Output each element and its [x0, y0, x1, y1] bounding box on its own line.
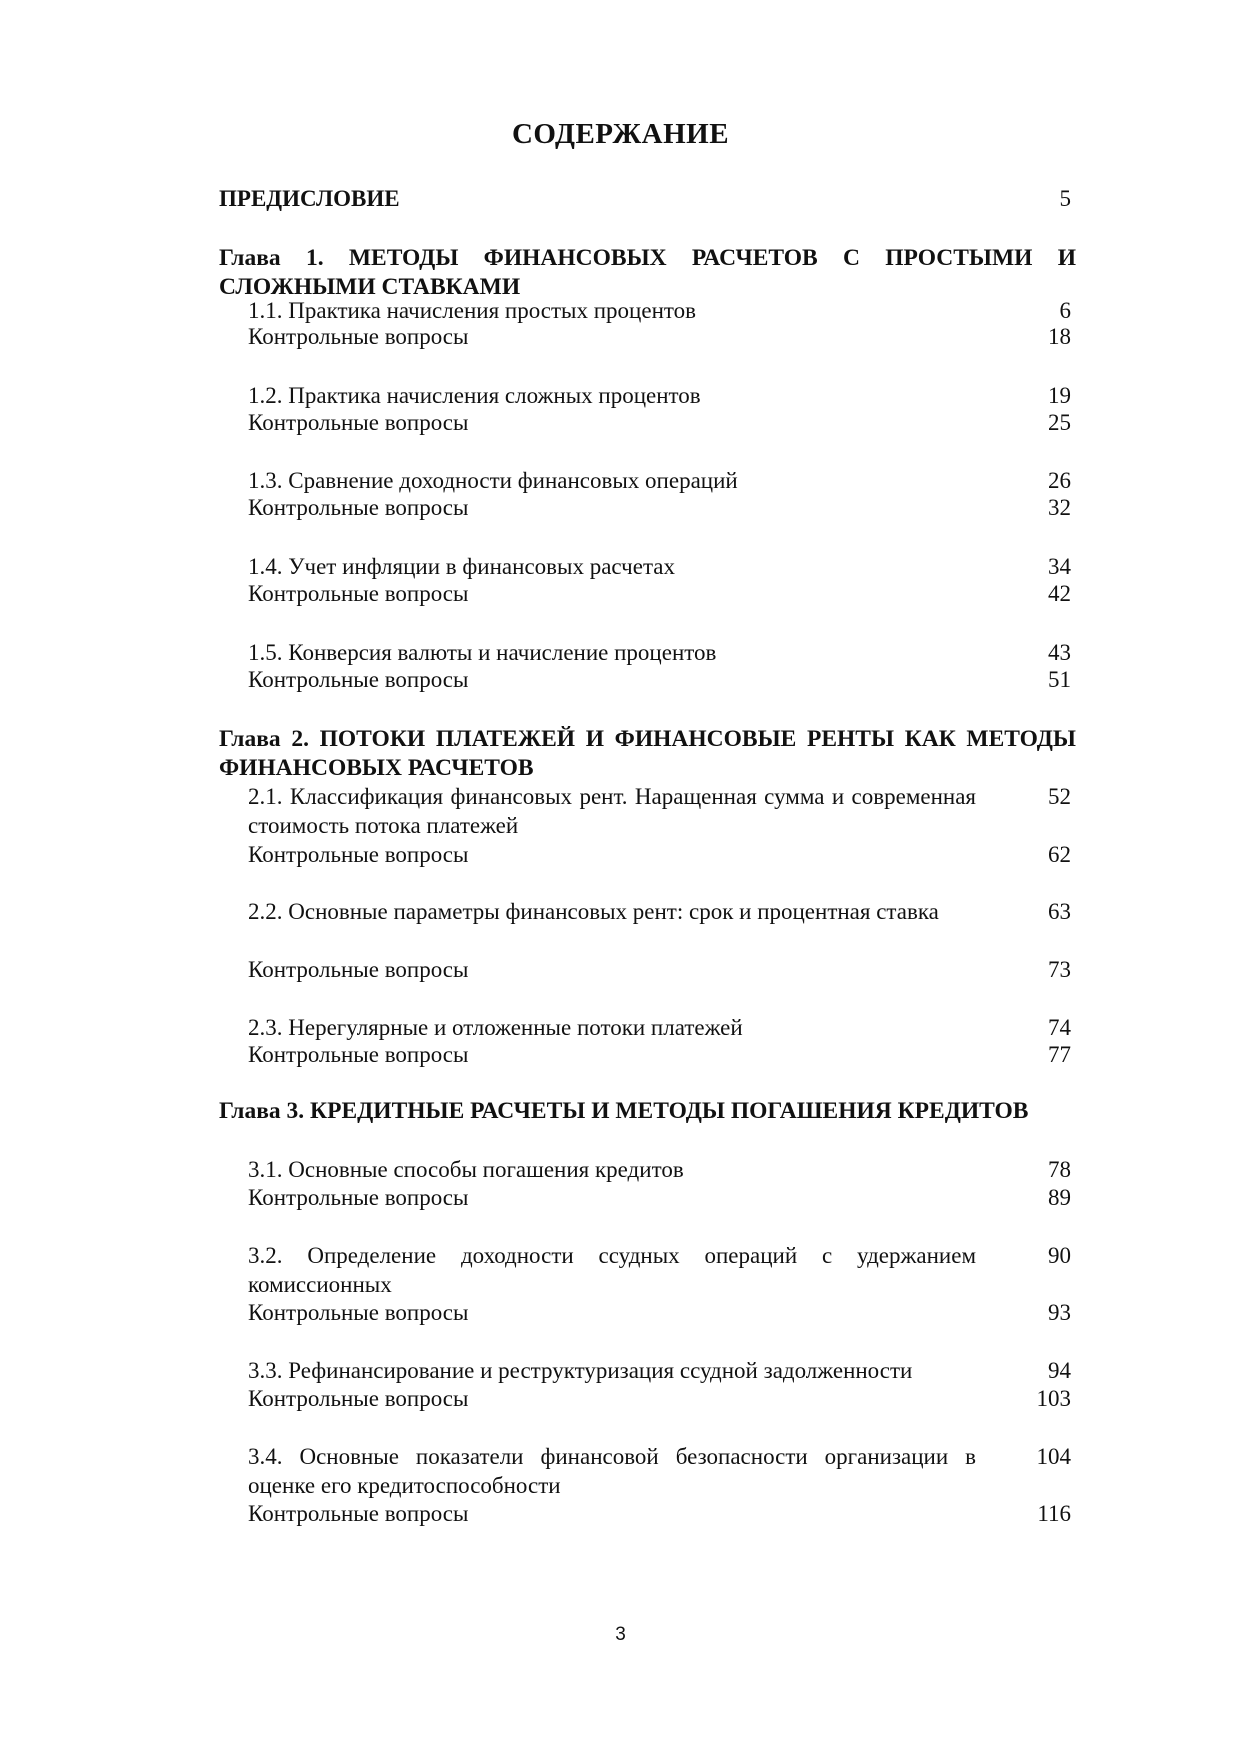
review-page-number: 42: [1048, 581, 1071, 606]
review-page-number: 32: [1048, 495, 1071, 520]
section-title: 2.3. Нерегулярные и отложенные потоки платежей: [248, 1015, 743, 1040]
section-title: 1.2. Практика начисления сложных процентов: [248, 383, 701, 408]
chapter-1-heading[interactable]: Глава 1. МЕТОДЫ ФИНАНСОВЫХ РАСЧЕТОВ С ПРОСТЫМИ И СЛОЖНЫМИ СТАВКАМИ: [219, 245, 1076, 300]
section-title: 3.1. Основные способы погашения кредитов: [248, 1157, 684, 1182]
section-page-number: 43: [1048, 640, 1071, 665]
toc-entry-2-1[interactable]: [248, 782, 1071, 840]
section-title: 2.1. Классификация финансовых рент. Наращенная сумма и современная стоимость потока платежей: [248, 784, 976, 838]
toc-entry-3-3[interactable]: [248, 1356, 1071, 1385]
review-questions-label: Контрольные вопросы: [248, 495, 469, 520]
toc-entry-1-3[interactable]: [248, 466, 1071, 495]
section-page-number: 26: [1048, 468, 1071, 493]
review-page-number: 51: [1048, 667, 1071, 692]
toc-entry-3-2[interactable]: [248, 1241, 1071, 1299]
review-page-number: 18: [1048, 324, 1071, 349]
review-questions-label: Контрольные вопросы: [248, 957, 469, 982]
section-page-number: 63: [1048, 899, 1071, 924]
toc-entry-2-1-review[interactable]: [248, 840, 1071, 869]
section-page-number: 6: [1059, 298, 1071, 323]
review-questions-label: Контрольные вопросы: [248, 667, 469, 692]
preface-page-number: 5: [1059, 186, 1071, 211]
toc-entry-2-2[interactable]: [248, 897, 1071, 926]
section-title: 3.2. Определение доходности ссудных операций с удержанием комиссионных: [248, 1243, 976, 1297]
toc-entry-1-4[interactable]: [248, 552, 1071, 581]
review-questions-label: Контрольные вопросы: [248, 842, 469, 867]
section-title: 1.1. Практика начисления простых процентов: [248, 298, 696, 323]
preface-entry[interactable]: [219, 186, 1071, 212]
section-page-number: 74: [1048, 1015, 1071, 1040]
review-page-number: 116: [1037, 1501, 1071, 1526]
chapter-2-heading[interactable]: Глава 2. ПОТОКИ ПЛАТЕЖЕЙ И ФИНАНСОВЫЕ РЕНТЫ КАК МЕТОДЫ ФИНАНСОВЫХ РАСЧЕТОВ: [219, 726, 1076, 781]
toc-entry-1-2[interactable]: [248, 381, 1071, 410]
chapter-3-heading[interactable]: Глава 3. КРЕДИТНЫЕ РАСЧЕТЫ И МЕТОДЫ ПОГАШЕНИЯ КРЕДИТОВ: [219, 1098, 1029, 1124]
section-page-number: 78: [1048, 1157, 1071, 1182]
review-questions-label: Контрольные вопросы: [248, 1386, 469, 1411]
page-title: СОДЕРЖАНИЕ: [511, 118, 730, 150]
review-questions-label: Контрольные вопросы: [248, 1300, 469, 1325]
toc-entry-2-3-review[interactable]: [248, 1040, 1071, 1069]
section-title: 2.2. Основные параметры финансовых рент: срок и процентная ставка: [248, 899, 939, 924]
toc-entry-2-3[interactable]: [248, 1013, 1071, 1042]
toc-entry-3-1[interactable]: [248, 1155, 1071, 1184]
review-questions-label: Контрольные вопросы: [248, 1185, 469, 1210]
section-title: 1.3. Сравнение доходности финансовых операций: [248, 468, 738, 493]
toc-entry-1-5-review[interactable]: [248, 665, 1071, 694]
review-page-number: 89: [1048, 1185, 1071, 1210]
section-page-number: 19: [1048, 383, 1071, 408]
review-page-number: 77: [1048, 1042, 1071, 1067]
review-page-number: 73: [1048, 957, 1071, 982]
toc-entry-1-2-review[interactable]: [248, 408, 1071, 437]
toc-entry-2-2-review[interactable]: [248, 955, 1071, 984]
review-questions-label: Контрольные вопросы: [248, 1042, 469, 1067]
section-page-number: 52: [1048, 784, 1071, 809]
section-page-number: 94: [1048, 1358, 1071, 1383]
review-questions-label: Контрольные вопросы: [248, 1501, 469, 1526]
section-page-number: 104: [1036, 1444, 1071, 1469]
review-page-number: 25: [1048, 410, 1071, 435]
section-title: 3.4. Основные показатели финансовой безопасности организации в оценке его кредитоспособности: [248, 1444, 976, 1498]
toc-entry-3-2-review[interactable]: [248, 1298, 1071, 1327]
toc-entry-1-1-review[interactable]: [248, 322, 1071, 351]
toc-entry-1-5[interactable]: [248, 638, 1071, 667]
section-title: 1.4. Учет инфляции в финансовых расчетах: [248, 554, 675, 579]
toc-entry-3-3-review[interactable]: [248, 1384, 1071, 1413]
toc-entry-1-1[interactable]: [248, 296, 1071, 325]
page-number-footer: 3: [615, 1624, 626, 1645]
section-page-number: 90: [1048, 1243, 1071, 1268]
review-questions-label: Контрольные вопросы: [248, 324, 469, 349]
review-questions-label: Контрольные вопросы: [248, 581, 469, 606]
preface-label: ПРЕДИСЛОВИЕ: [219, 186, 400, 211]
review-page-number: 93: [1048, 1300, 1071, 1325]
section-title: 3.3. Рефинансирование и реструктуризация ссудной задолженности: [248, 1358, 913, 1383]
section-page-number: 34: [1048, 554, 1071, 579]
toc-entry-3-4-review[interactable]: [248, 1499, 1071, 1528]
review-page-number: 62: [1048, 842, 1071, 867]
toc-entry-1-3-review[interactable]: [248, 493, 1071, 522]
toc-entry-1-4-review[interactable]: [248, 579, 1071, 608]
section-title: 1.5. Конверсия валюты и начисление процентов: [248, 640, 717, 665]
review-page-number: 103: [1036, 1386, 1071, 1411]
toc-entry-3-4[interactable]: [248, 1442, 1071, 1500]
review-questions-label: Контрольные вопросы: [248, 410, 469, 435]
toc-entry-3-1-review[interactable]: [248, 1183, 1071, 1212]
